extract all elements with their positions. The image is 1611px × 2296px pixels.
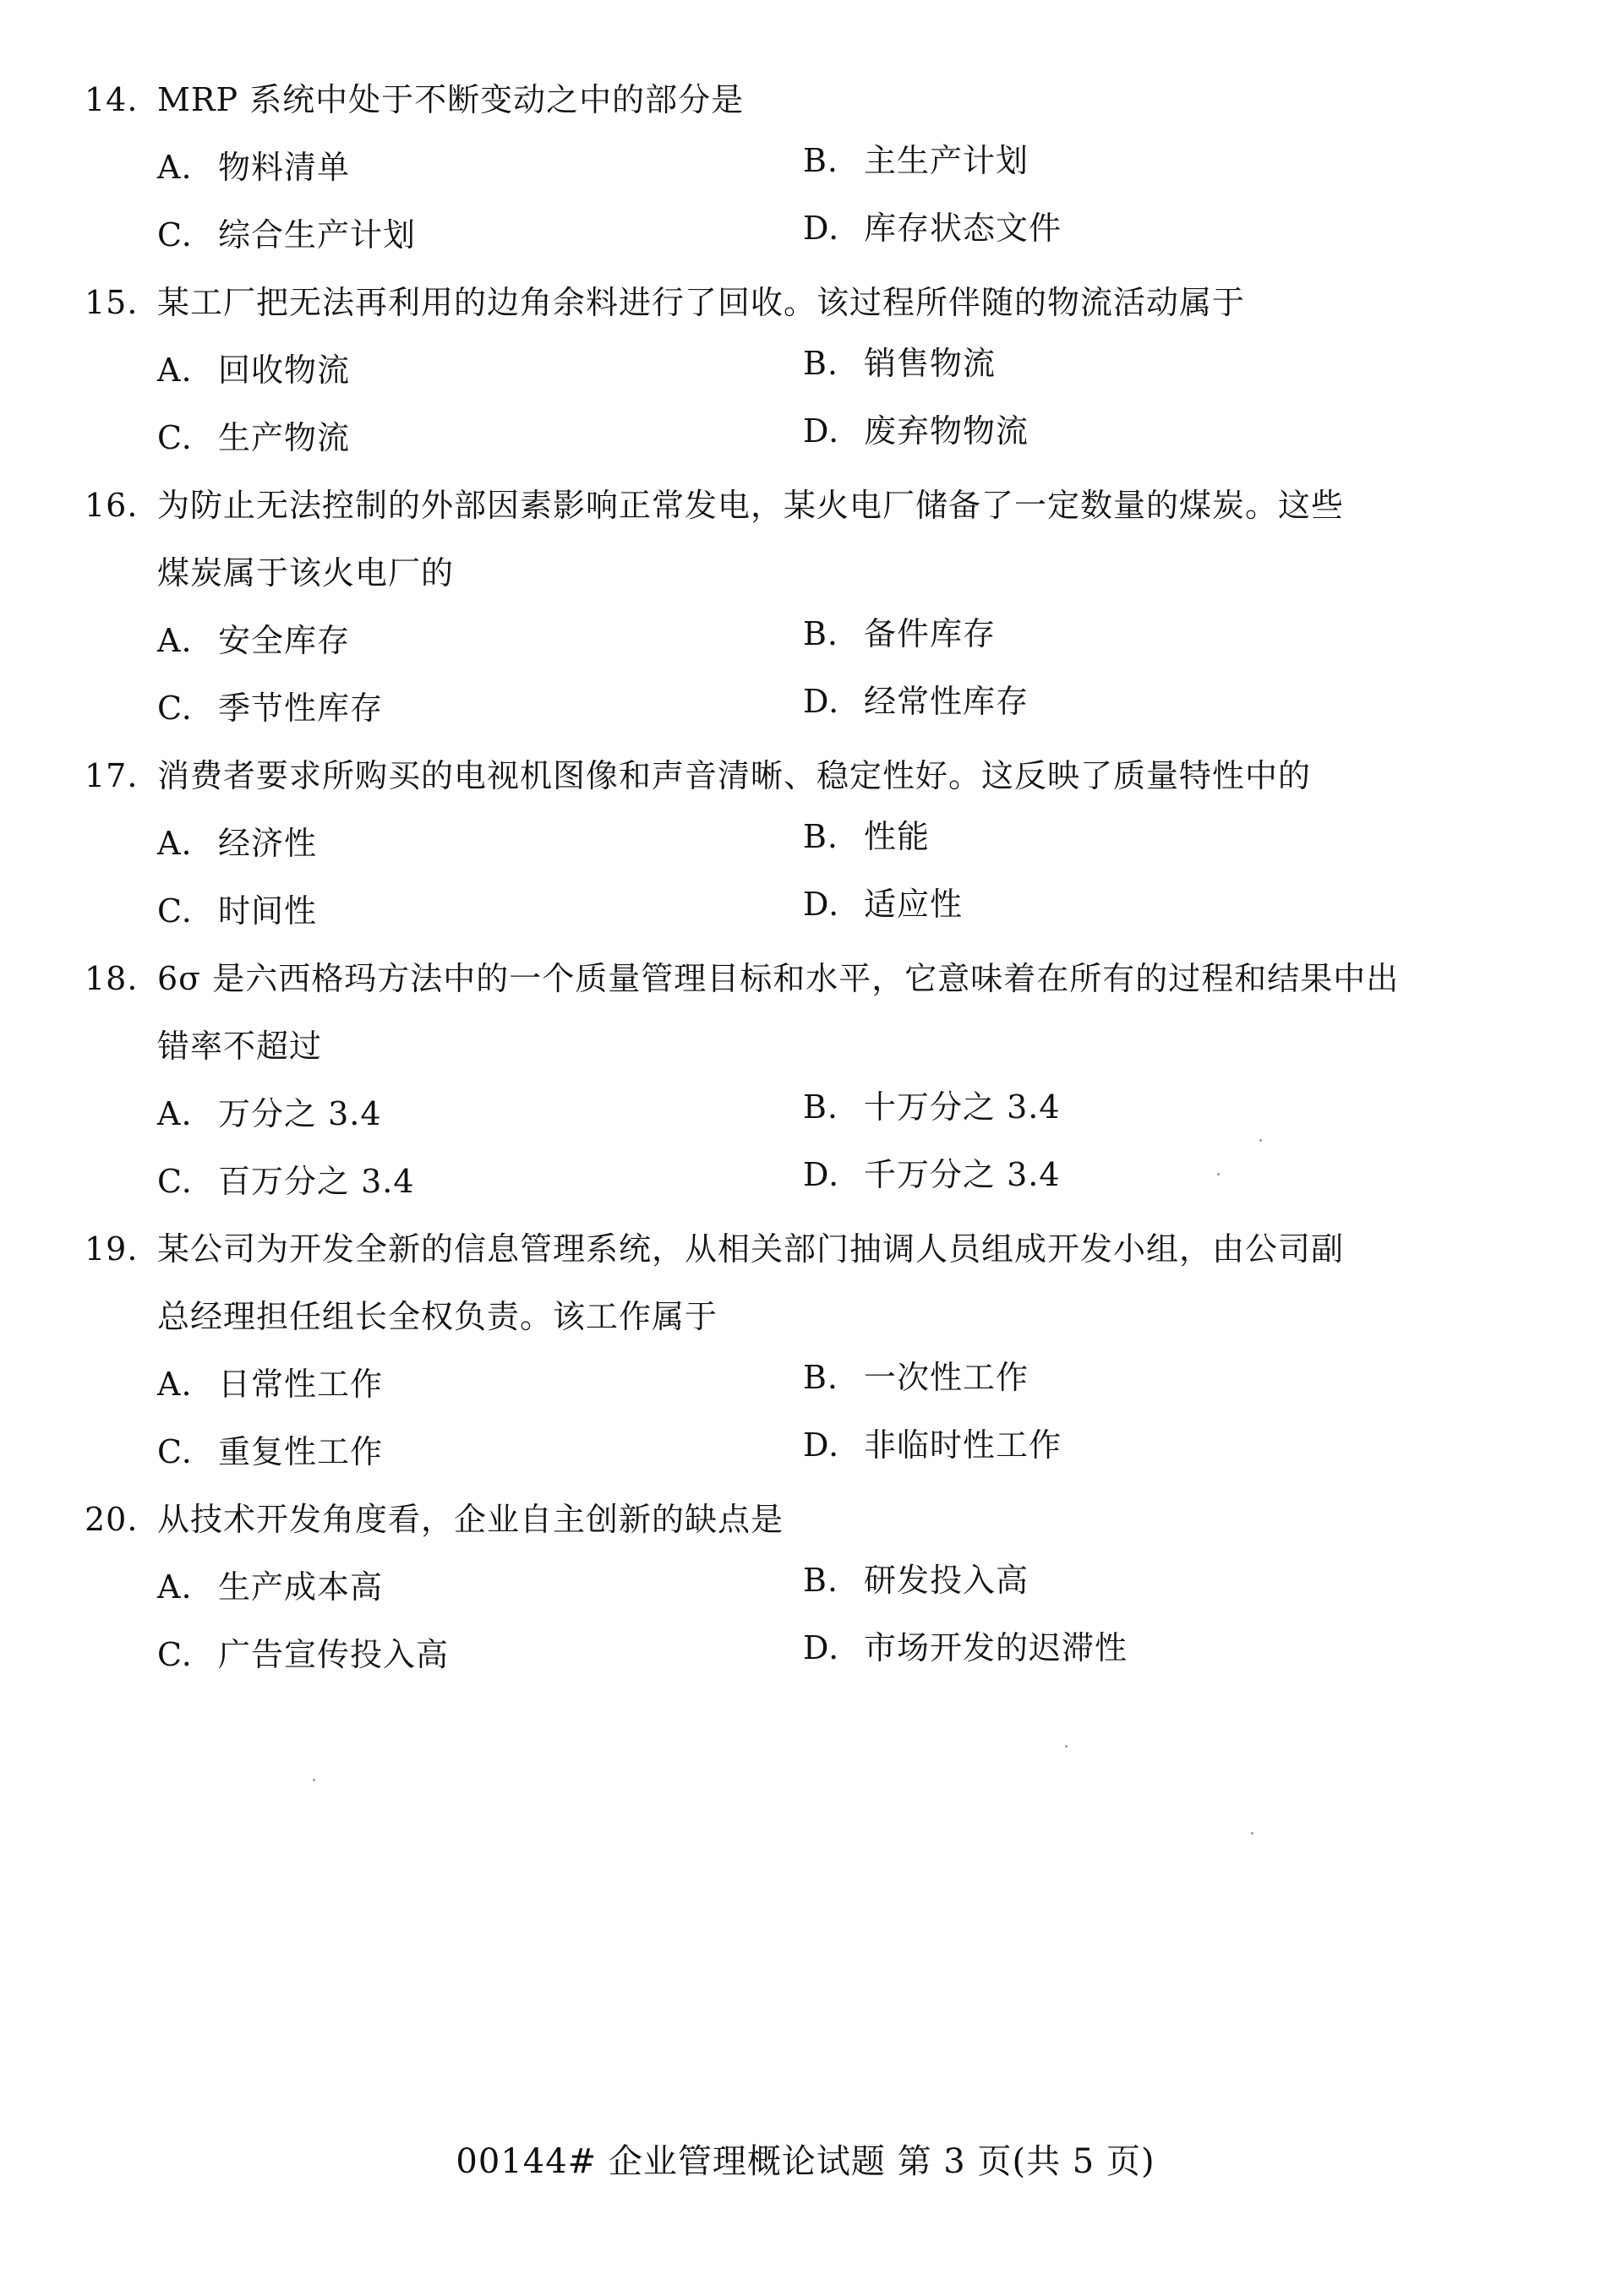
scan-speck [1251,1832,1253,1835]
question-text-continued: 煤炭属于该火电厂的 [157,554,455,592]
option-b[interactable]: B. 研发投入高 [803,1562,1029,1599]
option-b[interactable]: B. 十万分之 3.4 [803,1088,1061,1126]
question-number: 18. [85,960,139,997]
question-text: 消费者要求所购买的电视机图像和声音清晰、稳定性好。这反映了质量特性中的 [157,757,1312,794]
option-d[interactable]: D. 千万分之 3.4 [803,1156,1061,1193]
option-c[interactable]: C. 生产物流 [157,419,351,456]
option-b[interactable]: B. 主生产计划 [803,142,1029,179]
options [85,810,1471,945]
question-19 [85,1215,1471,1486]
question-number: 17. [85,757,139,794]
option-c[interactable]: C. 季节性库存 [157,690,384,727]
page-footer: 00144# 企业管理概论试题 第 3 页(共 5 页) [456,2142,1155,2181]
question-text-continued: 总经理担任组长全权负责。该工作属于 [157,1298,718,1335]
option-c[interactable]: C. 重复性工作 [157,1433,384,1470]
option-d[interactable]: D. 市场开发的迟滞性 [803,1629,1128,1666]
question-text: 从技术开发角度看，企业自主创新的缺点是 [157,1501,784,1538]
question-text: MRP 系统中处于不断变动之中的部分是 [157,81,745,118]
question-text: 某公司为开发全新的信息管理系统，从相关部门抽调人员组成开发小组，由公司副 [157,1230,1345,1268]
question-14 [85,66,1471,269]
scan-speck [313,1779,315,1781]
question-16 [85,472,1471,742]
question-number: 19. [85,1230,139,1268]
option-d[interactable]: D. 经常性库存 [803,683,1029,720]
option-b[interactable]: B. 备件库存 [803,615,997,652]
option-a[interactable]: A. 日常性工作 [157,1366,384,1403]
option-a[interactable]: A. 回收物流 [157,352,351,389]
question-number: 15. [85,284,139,321]
option-a[interactable]: A. 安全库存 [157,622,351,659]
option-d[interactable]: D. 非临时性工作 [803,1426,1062,1464]
question-18 [85,945,1471,1215]
question-text: 某工厂把无法再利用的边角余料进行了回收。该过程所伴随的物流活动属于 [157,284,1246,321]
scan-speck [1065,1745,1068,1748]
question-15 [85,269,1471,472]
question-text-continued: 错率不超过 [157,1028,323,1065]
option-a[interactable]: A. 万分之 3.4 [157,1095,382,1132]
option-d[interactable]: D. 废弃物物流 [803,412,1029,450]
option-c[interactable]: C. 综合生产计划 [157,216,417,254]
scan-speck [1217,1173,1220,1175]
question-text: 6σ 是六西格玛方法中的一个质量管理目标和水平，它意味着在所有的过程和结果中出 [157,960,1400,997]
option-c[interactable]: C. 时间性 [157,892,318,930]
options [85,607,1471,742]
options [85,134,1471,269]
option-b[interactable]: B. 性能 [803,818,931,855]
options [85,1350,1471,1486]
option-a[interactable]: A. 生产成本高 [157,1568,384,1606]
scan-speck [1259,1139,1262,1142]
question-number: 16. [85,487,139,524]
options [85,1080,1471,1215]
options [85,336,1471,472]
question-number: 14. [85,81,139,118]
options [85,1553,1471,1688]
question-text: 为防止无法控制的外部因素影响正常发电，某火电厂储备了一定数量的煤炭。这些 [157,487,1345,524]
question-number: 20. [85,1501,139,1538]
option-b[interactable]: B. 销售物流 [803,345,997,382]
option-d[interactable]: D. 库存状态文件 [803,210,1062,247]
question-20 [85,1486,1471,1688]
question-17 [85,742,1471,945]
option-d[interactable]: D. 适应性 [803,886,964,923]
option-a[interactable]: A. 经济性 [157,825,318,862]
option-c[interactable]: C. 广告宣传投入高 [157,1636,450,1673]
option-b[interactable]: B. 一次性工作 [803,1359,1029,1396]
option-c[interactable]: C. 百万分之 3.4 [157,1163,415,1200]
option-a[interactable]: A. 物料清单 [157,149,351,186]
